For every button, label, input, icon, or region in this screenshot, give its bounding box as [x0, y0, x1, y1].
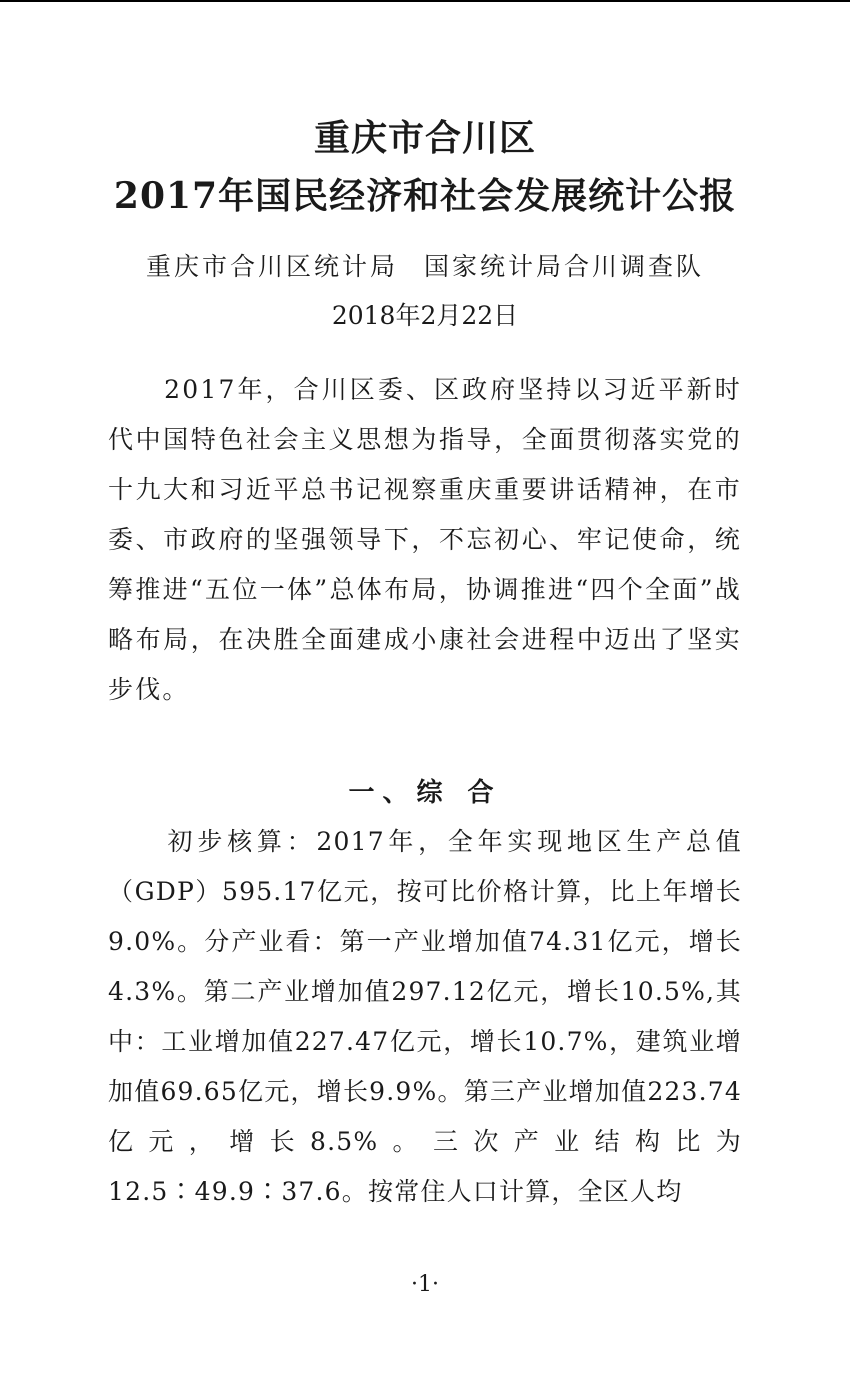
issuing-authorities: [0, 247, 850, 283]
author-survey-team: 国家统计局合川调查队: [424, 252, 705, 281]
top-border-rule: [0, 0, 850, 2]
section-overview-paragraph-text: 初步核算：2017年，全年实现地区生产总值（GDP）595.17亿元，按可比价格计算，比上年增长9.0%。分产业看：第一产业增加值74.31亿元，增长4.3%。第二产业增加值297.12亿元，增长10.5%,其中：工业增加值227.47亿元，增长10.7%，建筑业增加值69.65亿元，增长9.9%。第三产业增加值223.74亿元，增长8.5%。三次产业结构比为12.5∶49.9∶37.6。按常住人口计算，全区人均: [108, 827, 743, 1206]
document-title-line-2: 2017年国民经济和社会发展统计公报: [113, 175, 737, 217]
author-statistics-bureau: 重庆市合川区统计局: [145, 252, 398, 281]
intro-paragraph-text: 2017年，合川区委、区政府坚持以习近平新时代中国特色社会主义思想为指导，全面贯彻落实党的十九大和习近平总书记视察重庆重要讲话精神，在市委、市政府的坚强领导下，不忘初心、牢记使命，统筹推进“五位一体”总体布局，协调推进“四个全面”战略布局，在决胜全面建成小康社会进程中迈出了坚实步伐。: [108, 375, 743, 704]
publication-date: 2018年2月22日: [331, 301, 519, 330]
intro-paragraph: [108, 365, 742, 715]
document-title-line-1: 重庆市合川区: [313, 117, 536, 159]
section-overview-paragraph: [108, 817, 742, 1217]
section-heading-overview: 一、综 合: [348, 778, 502, 808]
page-number: ·1·: [411, 1272, 439, 1297]
